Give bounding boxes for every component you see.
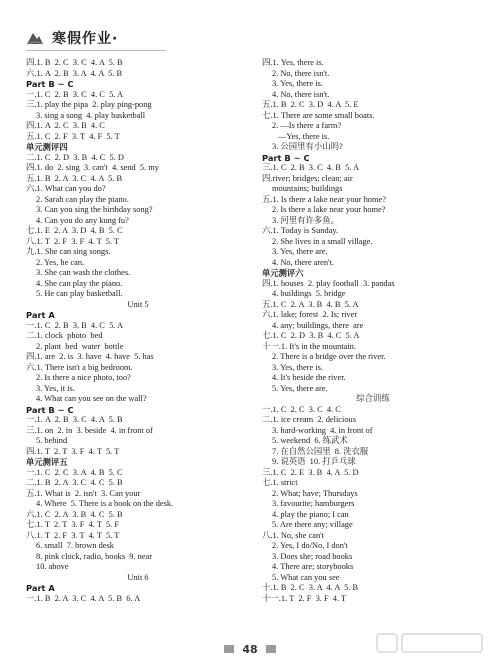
answer-line: 2. No, there isn't. [272, 68, 330, 78]
answer-line: 7. 在自然公园里 8. 洗衣服 [272, 446, 369, 456]
section-heading: 综合训练 [356, 394, 390, 403]
answer-line: 4. No, there isn't. [272, 89, 330, 99]
answer-line: 3. 河里有许多鱼。 [272, 215, 339, 225]
answer-line: 一.1. C 2. C 3. C 4. C [262, 404, 341, 414]
answer-line: 五.1. B 2. A 3. C 4. A 5. B [26, 173, 123, 183]
answer-line: 3. hard-working 4. in front of [272, 425, 373, 435]
answer-line: 一.1. C 2. C 3. A 4. B 5. C [26, 467, 123, 477]
answer-line: 3. Yes, it is. [36, 383, 75, 393]
answer-line: 3. favourite; hamburgers [272, 499, 355, 508]
answer-line: 3. Can you sing the birthday song? [36, 205, 153, 214]
answer-line: 四.1. B 2. C 3. C 4. A 5. B [26, 58, 123, 67]
answer-line: 三.1. on 2. in 3. beside 4. in front of [26, 425, 153, 435]
page-header [22, 26, 182, 54]
answer-line: 4. Can you do any kung fu? [36, 215, 129, 225]
answer-line: 5. He can play basketball. [36, 289, 123, 298]
answer-line: 2. Is there a lake near your home? [272, 205, 386, 214]
answer-line: 4. any; buildings, there are [272, 320, 364, 330]
footer-right-bar [266, 645, 276, 653]
answer-line: 2. There is a bridge over the river. [272, 352, 386, 361]
answer-line: 2. —Is there a farm? [272, 121, 342, 130]
section-heading: Part A [26, 310, 55, 320]
answer-line: 2. Yes, he can. [36, 257, 85, 267]
header-rule [26, 50, 166, 51]
answer-line: 七.1. E 2. A 3. D 4. B 5. C [26, 226, 123, 235]
footer-left-bar [224, 645, 234, 653]
answer-line: 七.1. strict [262, 478, 298, 487]
answer-line: 八.1. T 2. F 3. F 4. T 5. T [26, 236, 120, 246]
answer-line: 4. buildings 5. bridge [272, 289, 346, 298]
answer-line: 七.1. C 2. D 3. B 4. C 5. A [262, 331, 360, 340]
answer-line: 三.1. C 2. B 3. C 4. B 5. A [262, 163, 360, 172]
answer-line: 4. play the piano; I can [272, 509, 349, 519]
mountain-logo-icon [26, 28, 44, 46]
answer-line: 5. What can you see [272, 572, 340, 582]
answer-line: —Yes, there is. [278, 131, 330, 141]
answer-line: 5. Yes, there are. [272, 383, 328, 393]
answer-line: 6. small 7. brown desk [36, 541, 114, 550]
answer-line: 四.1. Yes, there is. [262, 58, 324, 67]
answer-column-right [262, 58, 484, 604]
answer-line: 四.1. houses 2. play football 3. pandas [262, 278, 395, 288]
answer-line: 四.1. T 2. T 3. F 4. T 5. T [26, 446, 120, 456]
answer-line: 六.1. lake; forest 2. Is; river [262, 310, 358, 319]
answer-line: 2. plant bed water bottle [36, 341, 124, 351]
section-heading: Part B ~ C [262, 152, 310, 163]
section-heading: Unit 5 [127, 299, 149, 309]
answer-line: 一.1. A 2. B 3. C 4. A 5. B [26, 415, 123, 424]
answer-line: 二.1. B 2. A 3. C 4. C 5. B [26, 478, 123, 487]
answer-line: 六.1. There isn't a big bedroom. [26, 362, 133, 372]
answer-line: 六.1. C 2. A 3. B 4. C 5. B [26, 509, 123, 519]
answer-line: 三.1. play the pipa 2. play ping-pong [26, 100, 152, 109]
answer-line: 十一.1. It's in the mountain. [262, 341, 356, 351]
answer-line: 五.1. C 2. A 3. B 4. B 5. A [262, 299, 359, 309]
answer-line: 4. She can play the piano. [36, 278, 123, 288]
answer-line: 3. sing a song 4. play basketball [36, 110, 146, 120]
answer-line: 五.1. Is there a lake near your home? [262, 194, 386, 204]
answer-line: 六.1. What can you do? [26, 184, 106, 193]
page-number: 48 [242, 642, 258, 656]
answer-line: 四.1. are 2. is 3. have 4. have 5. has [26, 352, 154, 361]
answer-line: 4. No, there aren't. [272, 257, 334, 267]
answer-line: 8. pink clock, radio, books 9. near [36, 551, 153, 561]
answer-line: 四.1. A 2. C 3. B 4. C [26, 121, 105, 130]
answer-line: 3. Does she; road books [272, 551, 353, 561]
section-heading: 单元测评四 [26, 142, 68, 152]
answer-line: 一.1. B 2. A 3. C 4. A 5. B 6. A [26, 593, 141, 603]
answer-line: 2. She lives in a small village. [272, 236, 373, 246]
answer-line: 一.1. C 2. B 3. B 4. C 5. A [26, 320, 124, 330]
section-heading: Unit 6 [127, 572, 149, 582]
section-heading: 单元测评六 [262, 268, 304, 278]
answer-line: 4. Where 5. There is a book on the desk. [36, 499, 174, 508]
answer-line: 七.1. There are some small boats. [262, 110, 375, 120]
answer-line: 八.1. T 2. F 3. T 4. T 5. T [26, 530, 120, 540]
page-title: 寒假作业· [52, 31, 119, 47]
section-heading: Part B ~ C [26, 79, 74, 89]
answer-line: 3. Yes, there is. [272, 79, 323, 88]
answer-line: 四.river; bridges; clean; air [262, 173, 353, 183]
answer-line: 二.1. C 2. D 3. B 4. C 5. D [26, 152, 124, 162]
answer-line: 二.1. clock photo bed [26, 331, 103, 340]
answer-line: 八.1. No, she can't [262, 530, 324, 540]
answer-line: 3. Yes, there are. [272, 247, 328, 256]
answer-line: 2. Is there a nice photo, too? [36, 373, 131, 382]
answer-line: 2. Sarah can play the piano. [36, 194, 129, 204]
answer-line: 10. above [36, 562, 69, 571]
answer-line: 2. What; have; Thursdays [272, 488, 358, 498]
answer-line: 四.1. do 2. sing 3. can't 4. send 5. my [26, 163, 159, 172]
answer-line: 三.1. C 2. E 3. B 4. A 5. D [262, 467, 359, 477]
answer-line: 六.1. Today is Sunday. [262, 226, 339, 235]
answer-line: 二.1. ice cream 2. delicious [262, 415, 356, 424]
answer-line: 4. What can you see on the wall? [36, 394, 147, 403]
answer-line: 十一.1. T 2. F 3. F 4. T [262, 593, 347, 603]
answer-line: 3. Yes, there is. [272, 362, 323, 372]
watermark-logo [376, 631, 486, 655]
answer-line: 五.1. C 2. F 3. T 4. F 5. T [26, 131, 120, 141]
answer-line: 3. 公园里有小山吗? [272, 142, 343, 151]
answer-line: 九.1. She can sing songs. [26, 247, 111, 256]
answer-line: mountains; buildings [272, 184, 343, 193]
answer-line: 3. She can wash the clothes. [36, 268, 131, 277]
answer-column-left [26, 58, 250, 604]
section-heading: 单元测评五 [26, 457, 68, 467]
answer-line: 5. Are there any; village [272, 520, 353, 529]
answer-line: 六.1. A 2. B 3. A 4. A 5. B [26, 68, 123, 78]
section-heading: Part A [26, 583, 55, 593]
answer-line: 5. behind [36, 436, 68, 445]
answer-line: 4. It's beside the river. [272, 373, 346, 382]
answer-line: 5. weekend 6. 练武术 [272, 436, 348, 445]
answer-line: 十.1. B 2. C 3. A 4. A 5. B [262, 583, 359, 592]
section-heading: Part B ~ C [26, 404, 74, 415]
answer-line: 9. 说英语 10. 打乒乓球 [272, 457, 356, 466]
answer-line: 一.1. C 2. B 3. C 4. C 5. A [26, 89, 124, 99]
answer-line: 五.1. B 2. C 3. D 4. A 5. E [262, 100, 359, 109]
answer-line: 五.1. What is 2. isn't 3. Can your [26, 488, 141, 498]
answer-line: 2. Yes, I do/No, I don't [272, 541, 348, 550]
answer-line: 4. There are; storybooks [272, 562, 354, 571]
answer-line: 七.1. T 2. T 3. F 4. T 5. F [26, 520, 119, 529]
